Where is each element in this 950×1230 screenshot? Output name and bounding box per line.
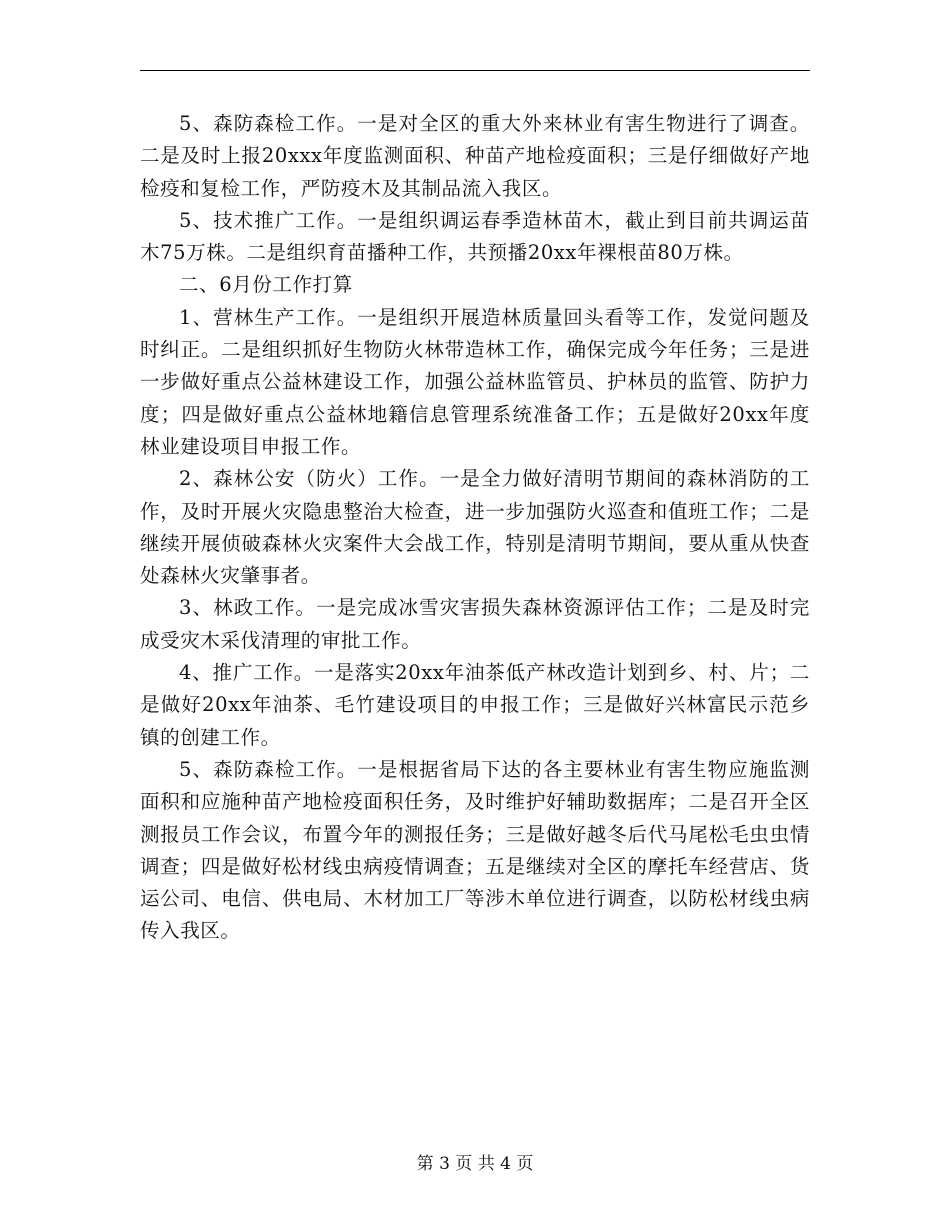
paragraph-tech-promotion-review: 5、技术推广工作。一是组织调运春季造林苗木，截止到目前共调运苗木75万株。二是组织育苗播种工作，共预播20xx年裸根苗80万株。	[140, 208, 810, 265]
paragraph-promotion-plan: 4、推广工作。一是落实20xx年油茶低产林改造计划到乡、村、片；二是做好20xx年油茶、毛竹建设项目的申报工作；三是做好兴林富民示范乡镇的创建工作。	[140, 661, 810, 749]
body-text	[140, 108, 810, 948]
paragraph-forestry-production: 1、营林生产工作。一是组织开展造林质量回头看等工作，发觉问题及时纠正。二是组织抓好生物防火林带造林工作，确保完成今年任务；三是进一步做好重点公益林建设工作，加强公益林监管员、护林员的监管、防护力度；四是做好重点公益林地籍信息管理系统准备工作；五是做好20xx年度林业建设项目申报工作。	[140, 305, 810, 458]
page-number-footer: 第 3 页 共 4 页	[416, 1154, 534, 1174]
section-heading-june-plan: 二、6月份工作打算	[179, 273, 353, 297]
header-rule	[140, 70, 810, 71]
paragraph-forest-administration: 3、林政工作。一是完成冰雪灾害损失森林资源评估工作；二是及时完成受灾木采伐清理的审批工作。	[140, 596, 810, 652]
paragraph-forest-quarantine-plan: 5、森防森检工作。一是根据省局下达的各主要林业有害生物应施监测面积和应施种苗产地检疫面积任务，及时维护好辅助数据库；二是召开全区测报员工作会议，布置今年的测报任务；三是做好越冬后代马尾松毛虫虫情调查；四是做好松材线虫病疫情调查；五是继续对全区的摩托车经营店、货运公司、电信、供电局、木材加工厂等涉木单位进行调查，以防松材线虫病传入我区。	[140, 757, 810, 943]
paragraph-forest-quarantine-review: 5、森防森检工作。一是对全区的重大外来林业有害生物进行了调查。二是及时上报20xxx年度监测面积、种苗产地检疫面积；三是仔细做好产地检疫和复检工作，严防疫木及其制品流入我区。	[140, 112, 810, 200]
paragraph-forest-police-fire: 2、森林公安（防火）工作。一是全力做好清明节期间的森林消防的工作，及时开展火灾隐患整治大检查，进一步加强防火巡查和值班工作；二是继续开展侦破森林火灾案件大会战工作，特别是清明节期间，要从重从快查处森林火灾肇事者。	[140, 467, 810, 588]
